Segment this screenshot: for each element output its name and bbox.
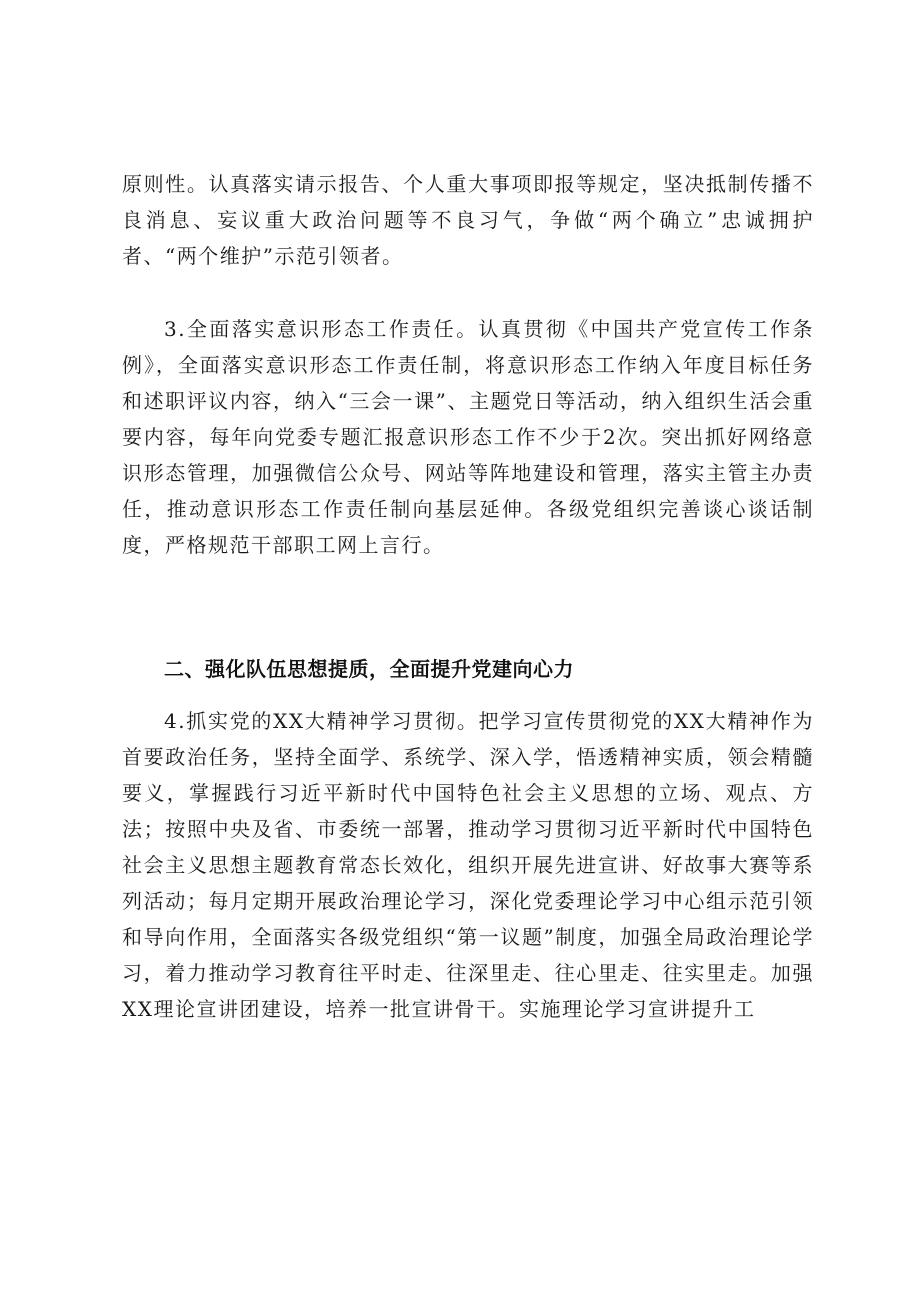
paragraph-continued: 原则性。认真落实请示报告、个人重大事项即报等规定，坚决抵制传播不良消息、妄议重大政治问题等不良习气，争做“两个确立”忠诚拥护者、“两个维护”示范引领者。 bbox=[122, 172, 814, 268]
section-heading: 二、强化队伍思想提质，全面提升党建向心力 bbox=[164, 657, 574, 681]
paragraph-item-4: 4.抓实党的XX大精神学习贯彻。把学习宣传贯彻党的XX大精神作为首要政治任务，坚持全面学、系统学、深入学，悟透精神实质，领会精髓要义，掌握践行习近平新时代中国特色社会主义思想的立场、观点、方法；按照中央及省、市委统一部署，推动学习贯彻习近平新时代中国特色社会主义思想主题教育常态长效化，组织开展先进宣讲、好故事大赛等系列活动；每月定期开展政治理论学习，深化党委理论学习中心组示范引领和导向作用，全面落实各级党组织“第一议题”制度，加强全局政治理论学习，着力推动学习教育往平时走、往深里走、往心里走、往实里走。加强XX理论宣讲团建设，培养一批宣讲骨干。实施理论学习宣讲提升工 bbox=[122, 709, 814, 1021]
paragraph-item-3: 3.全面落实意识形态工作责任。认真贯彻《中国共产党宣传工作条例》，全面落实意识形态工作责任制，将意识形态工作纳入年度目标任务和述职评议内容，纳入“三会一课”、主题党日等活动，纳入组织生活会重要内容，每年向党委专题汇报意识形态工作不少于2次。突出抓好网络意识形态管理，加强微信公众号、网站等阵地建设和管理，落实主管主办责任，推动意识形态工作责任制向基层延伸。各级党组织完善谈心谈话制度，严格规范干部职工网上言行。 bbox=[122, 317, 814, 557]
